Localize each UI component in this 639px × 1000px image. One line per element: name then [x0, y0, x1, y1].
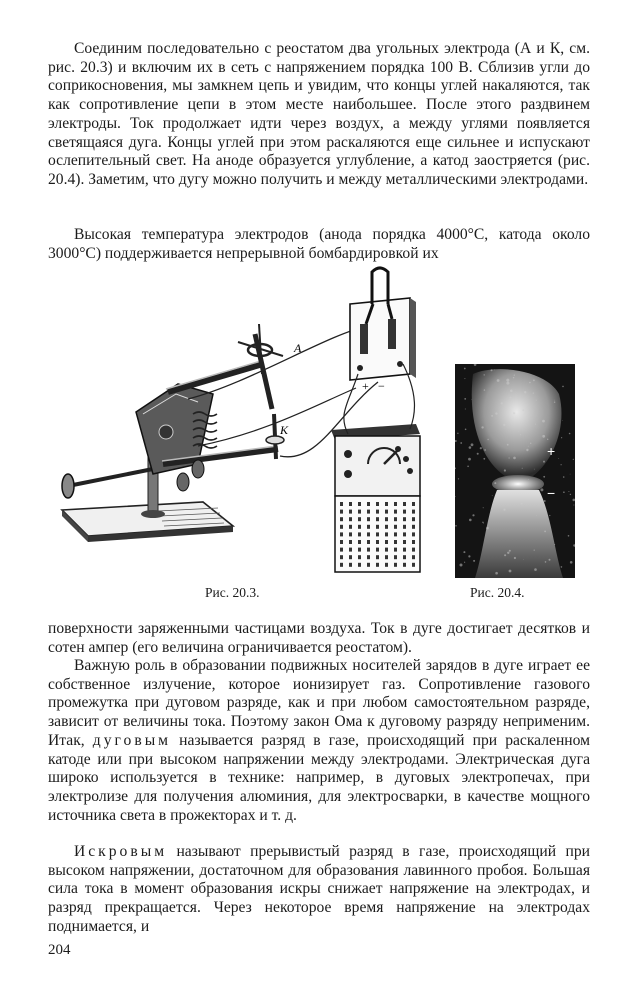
term-arc-discharge: дуговым: [92, 731, 172, 749]
term-spark-discharge: Искровым: [74, 843, 168, 860]
paragraph-arc-definition: [48, 657, 590, 825]
label-plus-terminal: +: [362, 379, 369, 393]
label-cathode: К: [280, 423, 288, 437]
figure-caption-20-3: Рис. 20.3.: [205, 585, 260, 600]
paragraph-arc-current: поверхности заряженными частицами воздуха. Ток в дуге достигает десятков и сотен ампер (его величина ограничивается реостатом).: [48, 620, 590, 656]
figure-caption-20-4: Рис. 20.4.: [470, 585, 525, 600]
paragraph-text: называют прерывистый разряд в газе, происходящий при высоком напряжении, достаточном для образования лавинного пробоя. Большая сила тока в момент образования искры снижает напряжение на электродах, и разряд прекращается. Через некоторое время напряжение на электродах поднимается, и: [48, 843, 590, 935]
page-number: 204: [48, 942, 71, 958]
figure-arc-apparatus: [48, 264, 428, 582]
paragraph-spark-discharge: [48, 843, 590, 937]
label-arc-plus: +: [547, 443, 556, 459]
label-arc-minus: −: [547, 485, 556, 501]
label-anode: А: [294, 341, 302, 355]
paragraph-electrode-temperature: Высокая температура электродов (анода порядка 4000°С, катода около 3000°С) поддерживается непрерывной бомбардировкой их: [48, 226, 590, 262]
paragraph-text: называется разряд в газе, происходящий при раскаленном катоде или при высоком напряжении между электродами. Электрическая дуга широко используется в технике: например, в дуговых электропечах, при электролизе для получения алюминия, для электросварки, в качестве мощного источника света в прожекторах и т. д.: [48, 731, 591, 824]
paragraph-arc-experiment: Соединим последовательно с реостатом два угольных электрода (А и К, см. рис. 20.3) и включим их в сеть с напряжением порядка 100 В. Сблизив угли до соприкосновения, мы замкнем цепь и увидим, что концы углей накаляются, так как сопротивление цепи в этом месте наибольшее. После этого раздвинем электроды. Ток продолжает идти через воздух, а между углями появляется светящаяся дуга. Концы углей при этом раскаляются еще сильнее и испускают ослепительный свет. На аноде образуется углубление, а катод заостряется (рис. 20.4). Заметим, что дугу можно получить и между металлическими электродами.: [48, 40, 590, 188]
figure-arc-photo: [455, 364, 575, 578]
paragraph-text: Важную роль в образовании подвижных носителей зарядов в дуге играет ее собственное излучение, которое ионизирует газ. Сопротивление газового промежутка при дуговом разряде, как и при любом самостоятельном разряде, зависит от величины тока. Поэтому закон Ома к дуговому разряду неприменим. Итак,: [48, 657, 590, 749]
label-minus-terminal: −: [378, 379, 385, 393]
